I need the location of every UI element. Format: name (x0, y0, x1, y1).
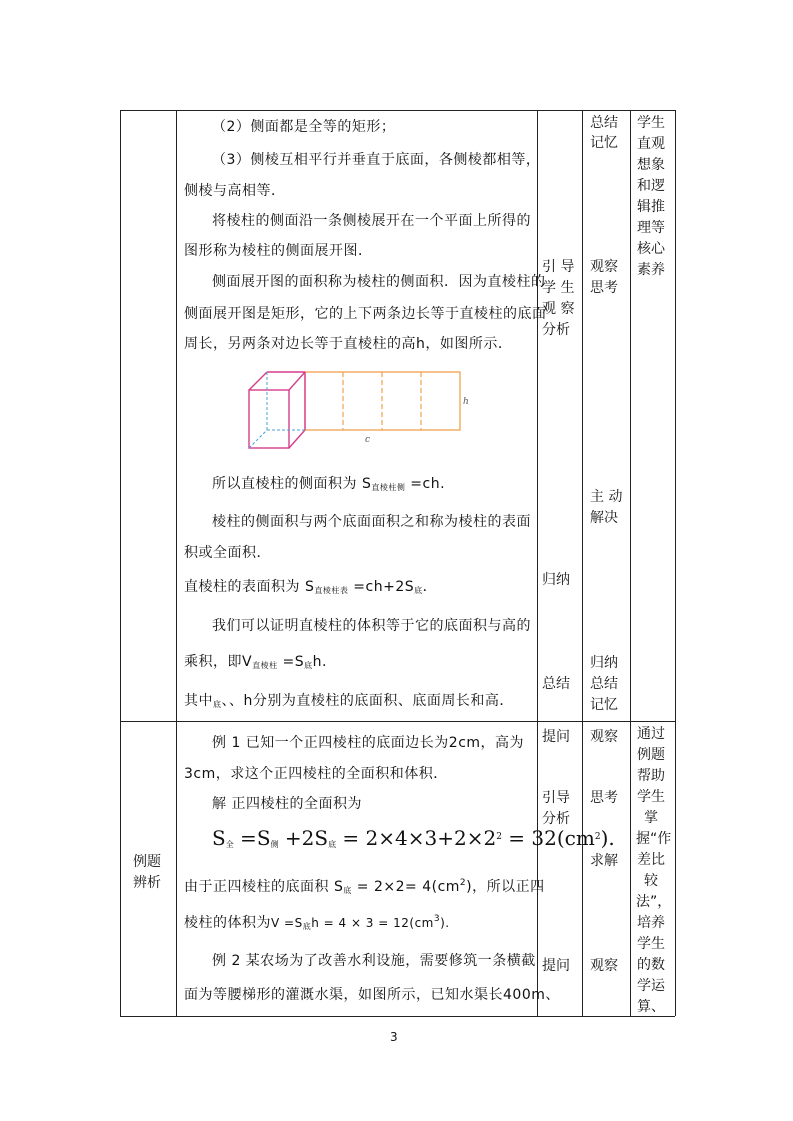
student-text: 总结 (590, 115, 618, 131)
teacher-text: 观 察 (542, 301, 575, 317)
prism-net-figure (245, 368, 475, 456)
text-e1a: 例 1 已知一个正四棱柱的底面边长为2cm，高为 (212, 735, 525, 751)
student-text: 思考 (590, 280, 618, 296)
table-top-border (120, 110, 675, 111)
student-text: 观察 (590, 958, 618, 974)
page-number: 3 (390, 1030, 398, 1044)
figure-label-c: c (365, 435, 371, 445)
text-p2b: 侧棱与高相等． (184, 183, 286, 199)
text-p9: 其中$_底$、、h分别为直棱柱的底面积、底面周长和高． (184, 693, 514, 709)
student-text: 归纳 (590, 655, 618, 671)
student-text: 观察 (590, 259, 618, 275)
col-border-0 (120, 110, 121, 1016)
text-p4c: 周长，另两条对边长等于直棱柱的高h，如图所示． (184, 336, 513, 352)
col-border-3 (582, 110, 583, 1016)
figure-label-h: h (463, 397, 469, 407)
teacher-text: 学 生 (542, 280, 575, 296)
col-border-5 (675, 110, 676, 1016)
row2-label-line1: 例题 (133, 854, 161, 870)
text-p8b: 乘积，即$V_{直棱柱} =S_底h$. (184, 654, 327, 670)
prism-edge-top-right (289, 372, 305, 390)
teacher-text: 提问 (542, 729, 570, 745)
student-text: 求解 (590, 853, 618, 869)
text-p3b: 图形称为棱柱的侧面展开图． (184, 243, 373, 259)
text-p2a: （3）侧棱互相平行并垂直于底面，各侧棱都相等， (212, 152, 541, 168)
text-e1b: 3cm，求这个正四棱柱的全面积和体积． (184, 766, 448, 782)
teacher-text: 引导 (542, 790, 570, 806)
student-text: 记忆 (590, 697, 618, 713)
row2-intent: 通过例题帮助学生掌握“作差比较法”，培养学生的数学运算、 (636, 726, 672, 1015)
text-p4b: 侧面展开图是矩形，它的上下两条边长等于直棱柱的底面 (184, 306, 547, 322)
prism-front-face (249, 390, 289, 448)
student-text: 观察 (590, 729, 618, 745)
student-text: 总结 (590, 676, 618, 692)
student-text: 解决 (590, 510, 618, 526)
text-e5a: 例 2 某农场为了改善水利设施，需要修筑一条横截 (212, 953, 536, 969)
teacher-text: 提问 (542, 958, 570, 974)
teacher-text: 分析 (542, 322, 570, 338)
text-e3: 由于正四棱柱的底面积 $S_底 = 2\times 2= 4(cm^2)$，所以正四 (184, 878, 545, 895)
prism-edge-bottom-right (289, 430, 305, 448)
text-p5: 所以直棱柱的侧面积为 $S_{直棱柱侧} =ch$. (212, 476, 446, 492)
col-border-4 (630, 110, 631, 1016)
teacher-text: 分析 (542, 811, 570, 827)
prism-hidden-diag (249, 430, 267, 448)
text-p4a: 侧面展开图的面积称为棱柱的侧面积．因为直棱柱的 (212, 274, 546, 290)
text-p7: 直棱柱的表面积为 $S_{直棱柱表} =ch+2S_底$． (184, 579, 438, 595)
teacher-text: 总结 (542, 676, 570, 692)
student-text: 思考 (590, 790, 618, 806)
text-e5b: 面为等腰梯形的灌溉水渠，如图所示，已知水渠长400m、 (184, 987, 560, 1003)
text-p1: （2）侧面都是全等的矩形； (212, 119, 396, 135)
text-e2: 解 正四棱柱的全面积为 (212, 796, 362, 812)
text-p8a: 我们可以证明直棱柱的体积等于它的底面积与高的 (212, 618, 531, 634)
prism-edge-top-left (249, 372, 267, 390)
student-text: 主 动 (590, 489, 623, 505)
text-e4: 棱柱的体积为$V =S_底h = 4 \times 3 = 12(cm^3)$. (184, 914, 450, 931)
formula-total-area: $S_全 =S_侧 +2S_底 = 2\times 4\times 3+2\times 2^2 = 32(cm^2)$. (212, 826, 615, 850)
text-p6b: 积或全面积． (184, 545, 271, 561)
text-p3a: 将棱柱的侧面沿一条侧棱展开在一个平面上所得的 (212, 213, 531, 229)
teacher-text: 归纳 (542, 572, 570, 588)
teacher-text: 引 导 (542, 259, 575, 275)
col-border-1 (176, 110, 177, 1016)
text-p6a: 棱柱的侧面积与两个底面面积之和称为棱柱的表面 (212, 514, 531, 530)
row1-intent: 学生直观想象和逻辑推理等核心素养 (637, 115, 665, 278)
table-bottom-border (120, 1016, 675, 1017)
row2-label-line2: 辨析 (133, 875, 161, 891)
row-divider (120, 721, 675, 722)
student-text: 记忆 (590, 135, 618, 151)
